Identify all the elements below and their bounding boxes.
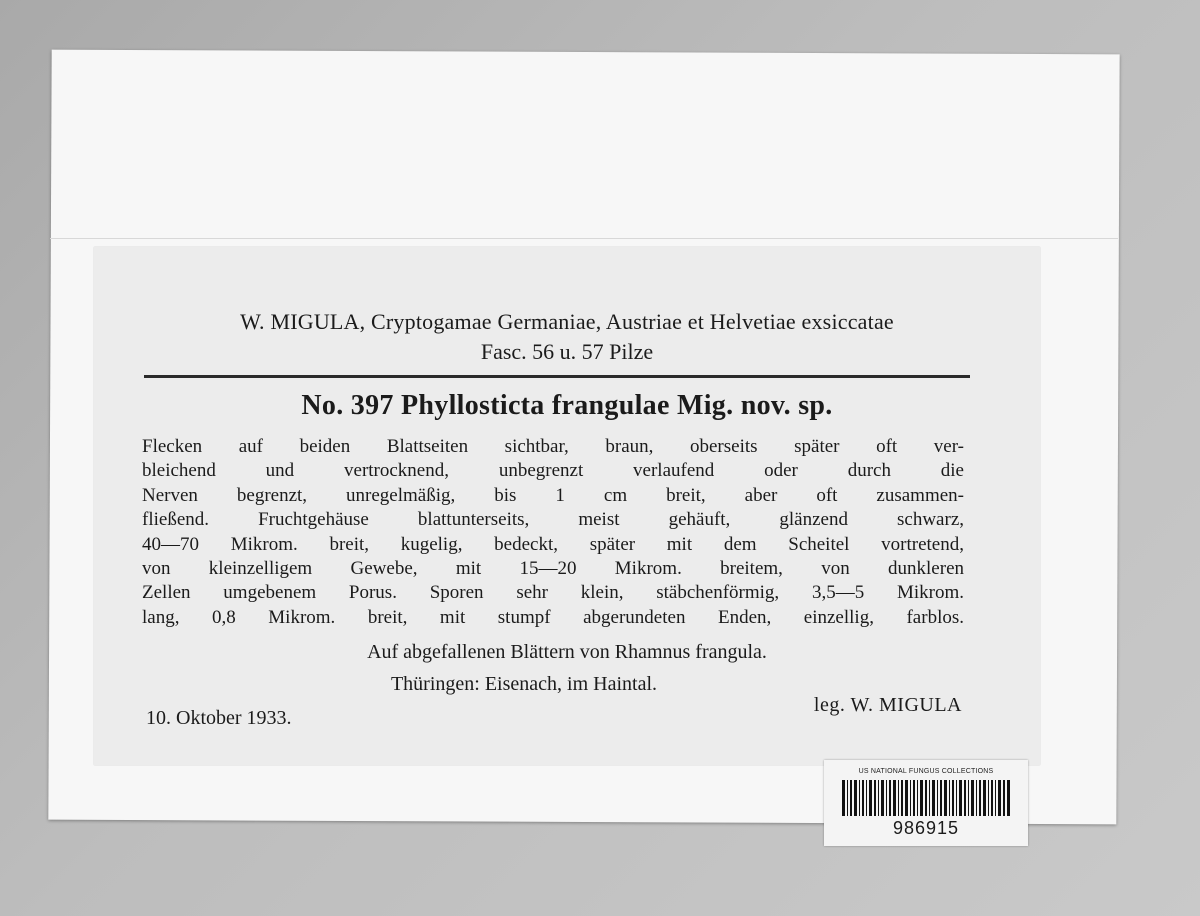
specimen-label bbox=[94, 247, 1040, 765]
description-line: fließend. Fruchtgehäuse blattunterseits, meist gehäuft, glänzend schwarz, bbox=[142, 509, 964, 531]
fascicle-header: Fasc. 56 u. 57 Pilze bbox=[480, 339, 654, 364]
description-line: 40—70 Mikrom. breit, kugelig, bedeckt, später mit dem Scheitel vortretend, bbox=[142, 533, 964, 555]
barcode-label bbox=[824, 760, 1028, 846]
description-line: Zellen umgebenem Porus. Sporen sehr klein, stäbchenförmig, 3,5—5 Mikrom. bbox=[142, 582, 964, 604]
description-line: von kleinzelligem Gewebe, mit 15—20 Mikrom. breitem, von dunkleren bbox=[142, 558, 964, 580]
series-header: W. MIGULA, Cryptogamae Germaniae, Austriae et Helvetiae exsiccatae bbox=[240, 309, 894, 334]
description-line: lang, 0,8 Mikrom. breit, mit stumpf abgerundeten Enden, einzellig, farblos. bbox=[142, 606, 964, 628]
species-title: No. 397 Phyllosticta frangulae Mig. nov. sp. bbox=[301, 390, 833, 421]
description-line: bleichend und vertrocknend, unbegrenzt verlaufend oder durch die bbox=[142, 460, 964, 482]
host-info: Auf abgefallenen Blättern von Rhamnus frangula. bbox=[367, 641, 767, 663]
species-description bbox=[142, 435, 964, 630]
collector-name: leg. W. MIGULA bbox=[813, 694, 962, 716]
barcode-number: 986915 bbox=[892, 818, 960, 838]
description-line: Flecken auf beiden Blattseiten sichtbar, braun, oberseits später oft ver- bbox=[142, 436, 964, 457]
description-line: Nerven begrenzt, unregelmäßig, bis 1 cm breit, aber oft zusammen- bbox=[142, 484, 964, 506]
packet-flap-fold bbox=[50, 238, 1118, 239]
barcode-icon bbox=[842, 780, 1010, 816]
collection-date: 10. Oktober 1933. bbox=[146, 707, 292, 729]
locality-info: Thüringen: Eisenach, im Haintal. bbox=[390, 673, 658, 695]
barcode-institution: US NATIONAL FUNGUS COLLECTIONS bbox=[858, 768, 994, 775]
header-rule bbox=[144, 375, 970, 378]
